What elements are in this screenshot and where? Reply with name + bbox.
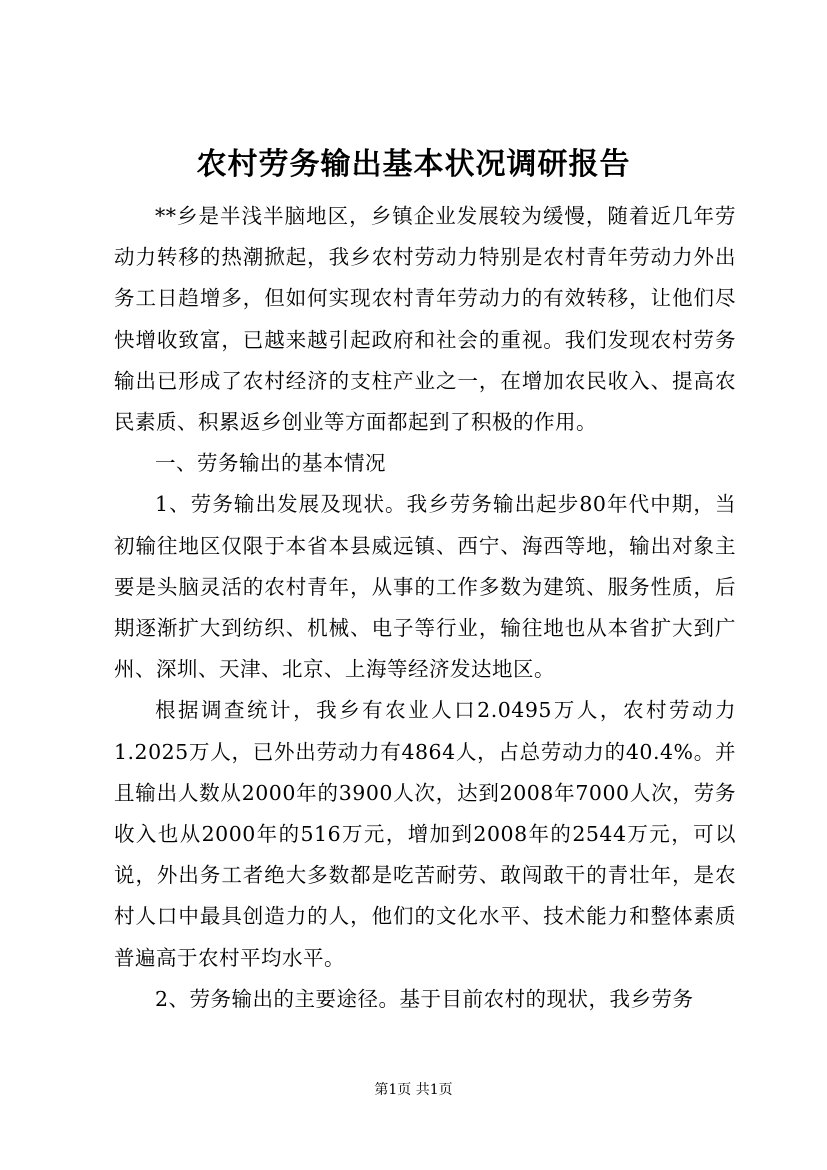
paragraph-statistics: 根据调查统计，我乡有农业人口2.0495万人，农村劳动力1.2025万人，已外出劳动力有4864人，占总劳动力的40.4%。并且输出人数从2000年的3900人次，达到2008年7000人次，劳务收入也从2000年的516万元，增加到2008年的2544万元，可以说，外出务工者绝大多数都是吃苦耐劳、敢闯敢干的青壮年，是农村人口中最具创造力的人，他们的文化水平、技术能力和整体素质普遍高于农村平均水平。 — [114, 698, 736, 970]
paragraph-development-status: 1、劳务输出发展及现状。我乡劳务输出起步80年代中期，当初输往地区仅限于本省本县威远镇、西宁、海西等地，输出对象主要是头脑灵活的农村青年，从事的工作多数为建筑、服务性质，后期逐渐扩大到纺织、机械、电子等行业，输往地也从本省扩大到广州、深圳、天津、北京、上海等经济发达地区。 — [114, 492, 736, 682]
paragraph-main-channels: 2、劳务输出的主要途径。基于目前农村的现状，我乡劳务 — [155, 986, 694, 1011]
section-heading-basic-situation: 一、劳务输出的基本情况 — [155, 451, 386, 476]
paragraph-intro: **乡是半浅半脑地区，乡镇企业发展较为缓慢，随着近几年劳动力转移的热潮掀起，我乡农村劳动力特别是农村青年劳动力外出务工日趋增多，但如何实现农村青年劳动力的有效转移，让他们尽快增收致富，已越来越引起政府和社会的重视。我们发现农村劳务输出已形成了农村经济的支柱产业之一，在增加农民收入、提高农民素质、积累返乡创业等方面都起到了积极的作用。 — [114, 204, 736, 435]
document-title: 农村劳务输出基本状况调研报告 — [196, 147, 631, 182]
document-body — [114, 196, 736, 1020]
page-number-footer: 第1页 共1页 — [374, 1082, 453, 1098]
